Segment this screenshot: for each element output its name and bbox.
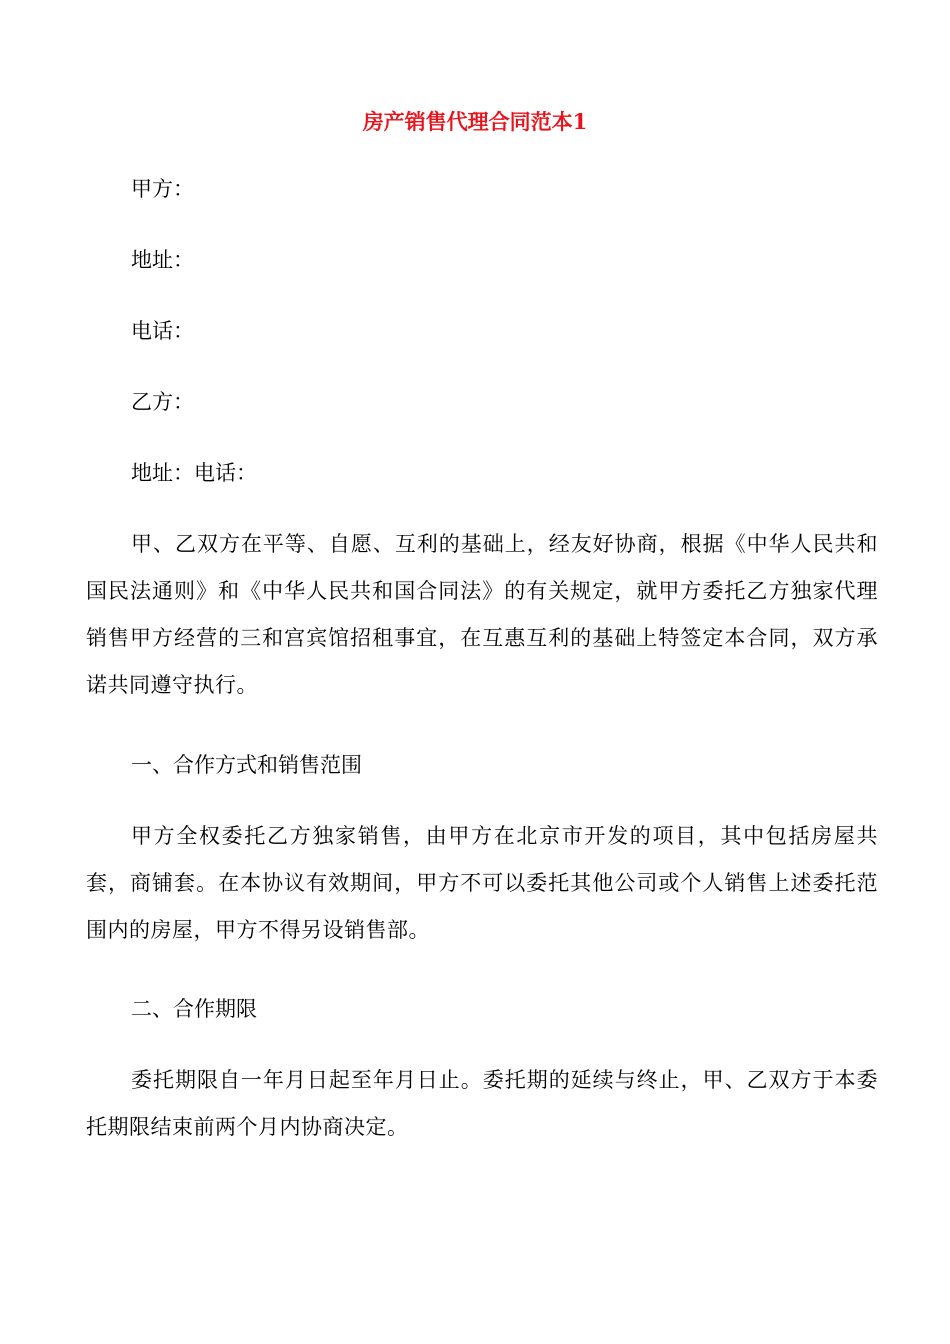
party-a-phone: 电话： [131,319,194,343]
section-2-heading: 二、合作期限 [131,997,257,1021]
section-1-body: 甲方全权委托乙方独家销售，由甲方在北京市开发的项目，其中包括房屋共套，商铺套。在本协议有效期间，甲方不可以委托其他公司或个人销售上述委托范围内的房屋，甲方不得另设销售部。 [86,824,878,942]
preamble-paragraph: 甲、乙双方在平等、自愿、互利的基础上，经友好协商，根据《中华人民共和国民法通则》和《中华人民共和国合同法》的有关规定，就甲方委托乙方独家代理销售甲方经营的三和宫宾馆招租事宜，在互惠互利的基础上特签定本合同，双方承诺共同遵守执行。 [86,532,878,697]
section-2-body: 委托期限自一年月日起至年月日止。委托期的延续与终止，甲、乙双方于本委托期限结束前两个月内协商决定。 [86,1068,878,1139]
section-1-heading: 一、合作方式和销售范围 [131,753,362,777]
party-b-label: 乙方： [131,390,194,414]
party-a-label: 甲方： [131,177,194,201]
document-title: 房产销售代理合同范本1 [362,109,588,134]
party-b-address-phone: 地址：电话： [131,461,257,485]
party-a-address: 地址： [131,248,194,272]
